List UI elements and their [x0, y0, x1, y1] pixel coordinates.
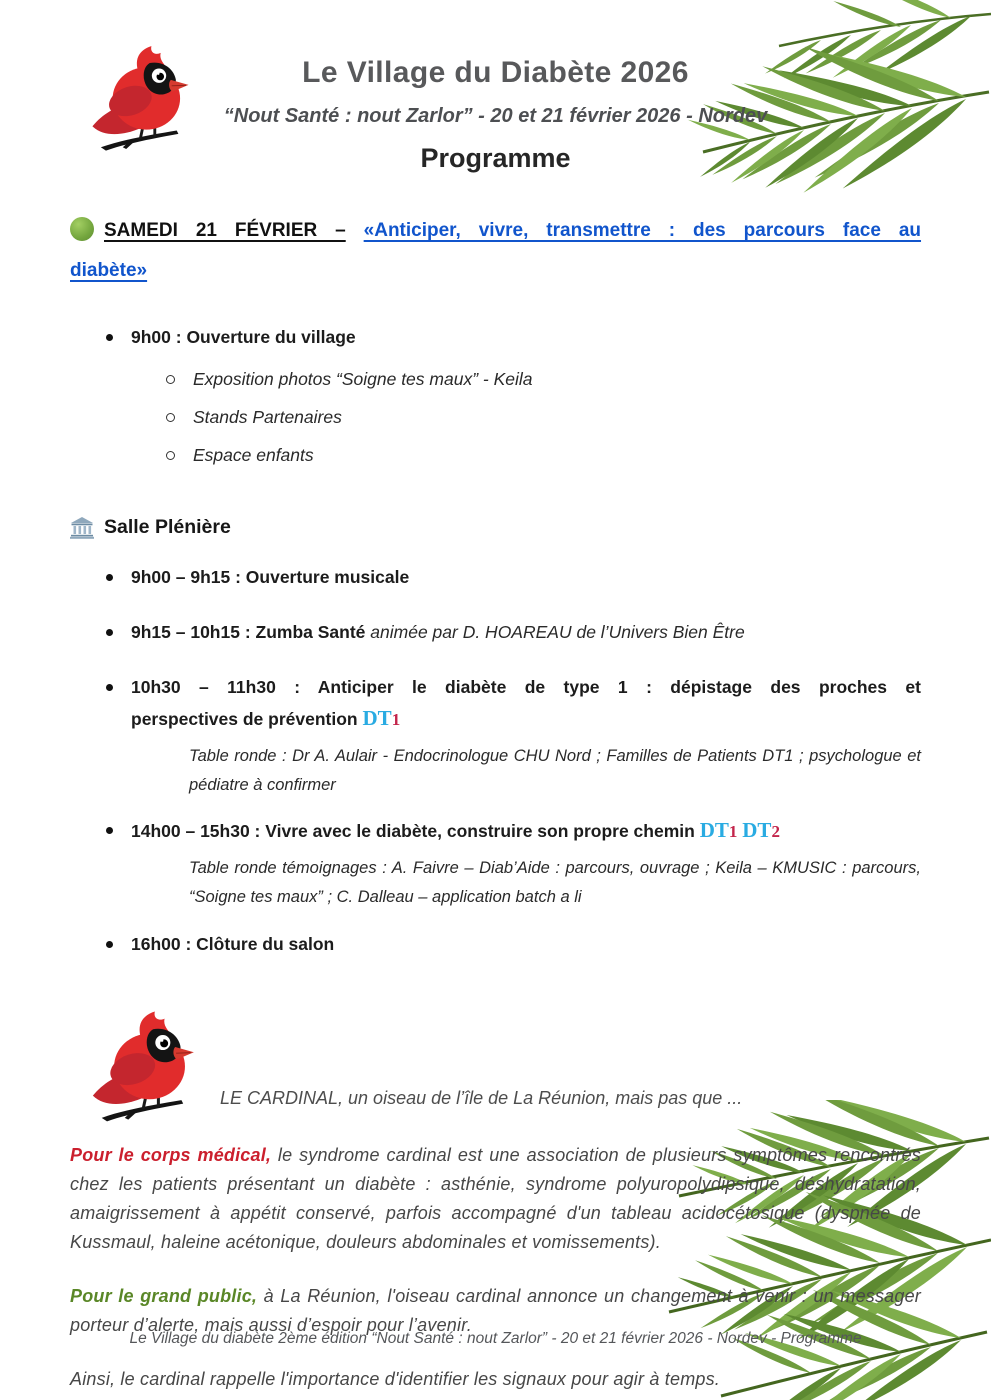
event-title: 14h00 – 15h30 : Vivre avec le diabète, construire son propre chemin: [131, 821, 695, 841]
cardinal-caption: LE CARDINAL, un oiseau de l’île de La Réunion, mais pas que ...: [220, 1088, 743, 1108]
event-vivre-diabete: [70, 818, 921, 912]
lead-corps-medical: Pour le corps médical,: [70, 1145, 272, 1165]
opening-sub-item: Exposition photos “Soigne tes maux” - Keila: [193, 369, 533, 389]
venue-heading: [70, 516, 921, 539]
paragraph-corps-medical: [70, 1141, 921, 1257]
saturday-section-heading: [70, 211, 921, 291]
hollow-bullet-icon: [166, 413, 175, 422]
opening-sub-item: Espace enfants: [193, 445, 314, 465]
paragraph-text: à La Réunion, l'oiseau cardinal annonce un changement à venir : un messager porteur d’alerte, mais aussi d’espoir pour l’avenir.: [70, 1286, 922, 1335]
dt2-badge: DT2: [742, 818, 780, 842]
green-circle-icon: [70, 217, 94, 241]
bullet-icon: [106, 941, 113, 948]
lead-grand-public: Pour le grand public,: [70, 1286, 258, 1306]
bullet-icon: [106, 684, 113, 691]
event-title: 9h15 – 10h15 : Zumba Santé: [131, 622, 366, 642]
dt1-badge: DT1: [362, 706, 401, 730]
cardinal-bird-icon: [84, 1009, 208, 1123]
bullet-icon: [106, 827, 113, 834]
cardinal-logo-icon: [84, 44, 202, 152]
saturday-theme-link-continued[interactable]: diabète»: [70, 260, 148, 281]
saturday-theme-link[interactable]: «Anticiper, vivre, transmettre : des parcours face au: [363, 220, 922, 241]
event-ouverture-musicale: [70, 565, 921, 590]
event-title: 9h00 – 9h15 : Ouverture musicale: [131, 567, 410, 587]
event-cloture: [70, 932, 921, 957]
page-title: Le Village du Diabète 2026: [302, 56, 689, 89]
dt1-badge: DT1: [699, 818, 738, 842]
paragraph-text: le syndrome cardinal est une association de plusieurs symptômes rencontrés chez les patients présentant un diabète : asthénie, syndrome polyuropolydipsique, déshydratation, amaigrissement à appétit conservé, parfois accompagné d'un tableau acidocétosique (dyspnée de Kussmaul, haleine acétonique, douleurs abdominales et vomissements).: [70, 1145, 921, 1252]
hollow-bullet-icon: [166, 375, 175, 384]
event-subtitle: “Nout Santé : nout Zarlor” - 20 et 21 février 2026 - Nordev: [223, 105, 768, 127]
event-anticiper-dt1: [70, 675, 921, 800]
event-zumba: [70, 620, 921, 645]
opening-sub-item: Stands Partenaires: [193, 407, 342, 427]
hollow-bullet-icon: [166, 451, 175, 460]
list-item-opening: [70, 325, 921, 350]
page-footer: Le Village du diabète 2ème édition “Nout Santé : nout Zarlor” - 20 et 21 février 2026 - Nordev - Programme: [129, 1330, 862, 1347]
event-animator: animée par D. HOAREAU de l’Univers Bien Être: [370, 622, 745, 642]
list-item-stands: [70, 405, 921, 430]
event-title-line2: perspectives de prévention: [131, 709, 358, 729]
bullet-icon: [106, 629, 113, 636]
classical-building-icon: [70, 517, 94, 539]
venue-title: Salle Plénière: [104, 516, 231, 538]
opening-title: 9h00 : Ouverture du village: [131, 327, 356, 347]
cardinal-section: [70, 1009, 921, 1123]
event-detail: Table ronde témoignages : A. Faivre – Diab’Aide : parcours, ouvrage ; Keila – KMUSIC : parcours, “Soigne tes maux” ; C. Dalleau – application batch a li: [189, 859, 921, 906]
event-detail: Table ronde : Dr A. Aulair - Endocrinologue CHU Nord ; Familles de Patients DT1 ; psychologue et pédiatre à confirmer: [189, 747, 921, 794]
bullet-icon: [106, 334, 113, 341]
bullet-icon: [106, 574, 113, 581]
event-title-line1: 10h30 – 11h30 : Anticiper le diabète de type 1 : dépistage des proches et: [131, 677, 921, 697]
programme-heading: Programme: [420, 143, 571, 173]
saturday-date-label: SAMEDI 21 FÉVRIER –: [104, 220, 346, 241]
list-item-enfants: [70, 443, 921, 468]
paragraph-closing: Ainsi, le cardinal rappelle l'importance d'identifier les signaux pour agir à temps.: [70, 1369, 720, 1389]
document-header: [70, 0, 921, 174]
list-item-expo: [70, 367, 921, 392]
event-title: 16h00 : Clôture du salon: [131, 934, 335, 954]
